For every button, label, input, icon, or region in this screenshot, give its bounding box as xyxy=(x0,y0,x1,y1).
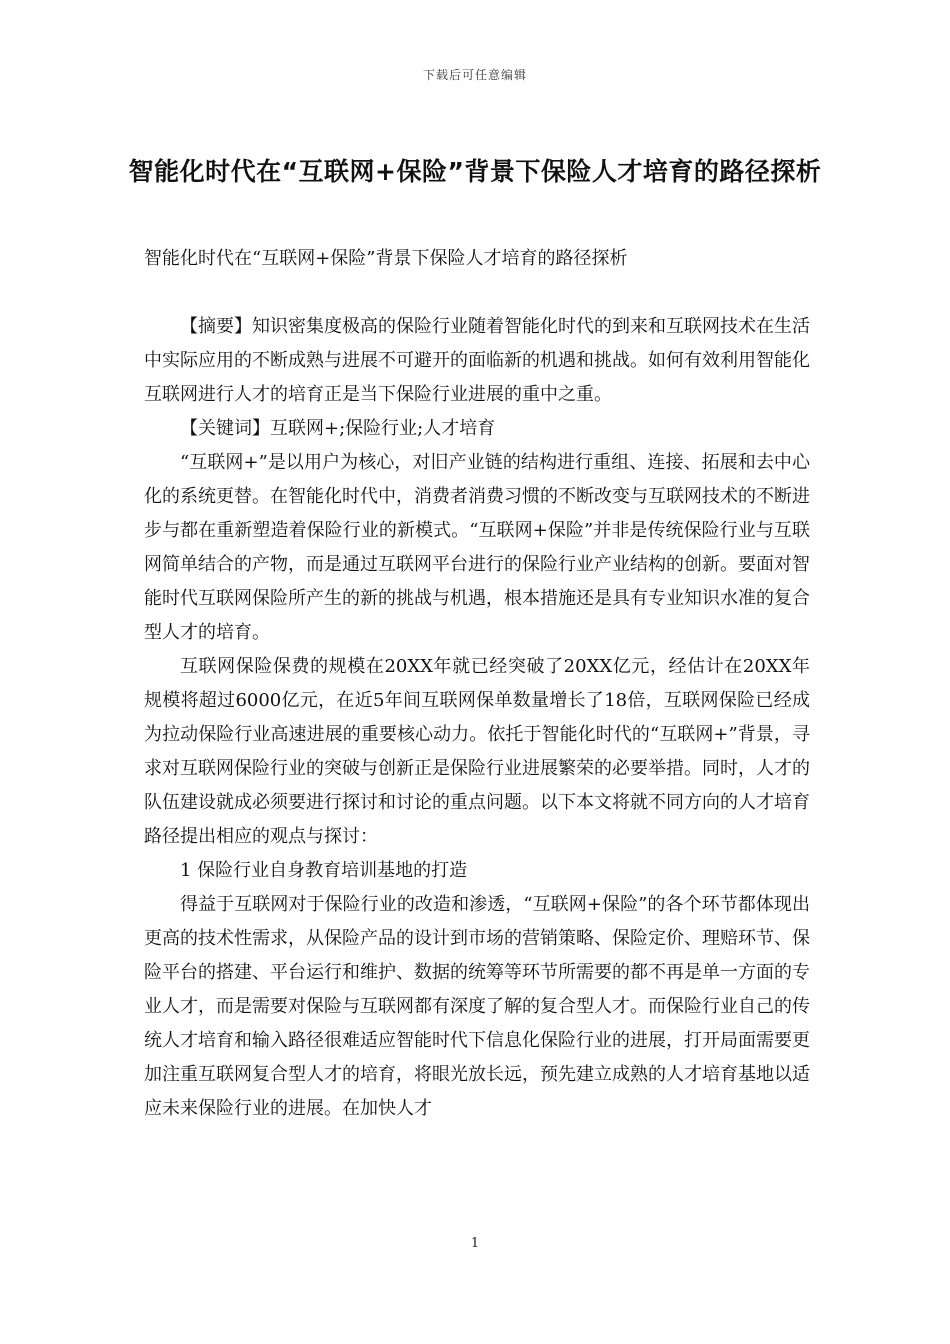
body-paragraph: 互联网保险保费的规模在20XX年就已经突破了20XX亿元，经估计在20XX年规模将超过6000亿元，在近5年间互联网保单数量增长了18倍，互联网保险已经成为拉动保险行业高速进展的重要核心动力。依托于智能化时代的“互联网+”背景，寻求对互联网保险行业的突破与创新正是保险行业进展繁荣的必要举措。同时，人才的队伍建设就成必须要进行探讨和讨论的重点问题。以下本文将就不同方向的人才培育路径提出相应的观点与探讨： xyxy=(144,656,810,847)
document-subtitle: 智能化时代在“互联网+保险”背景下保险人才培育的路径探析 xyxy=(144,248,628,269)
body-paragraph: “互联网+”是以用户为核心，对旧产业链的结构进行重组、连接、拓展和去中心化的系统更替。在智能化时代中，消费者消费习惯的不断改变与互联网技术的不断进步与都在重新塑造着保险行业的新模式。“互联网+保险”并非是传统保险行业与互联网简单结合的产物，而是通过互联网平台进行的保险行业产业结构的创新。要面对智能时代互联网保险所产生的新的挑战与机遇，根本措施还是具有专业知识水准的复合型人才的培育。 xyxy=(144,452,810,643)
header-note: 下载后可任意编辑 xyxy=(422,68,527,82)
body-paragraph: 得益于互联网对于保险行业的改造和渗透，“互联网+保险”的各个环节都体现出更高的技术性需求，从保险产品的设计到市场的营销策略、保险定价、理赔环节、保险平台的搭建、平台运行和维护、数据的统筹等环节所需要的都不再是单一方面的专业人才，而是需要对保险与互联网都有深度了解的复合型人才。而保险行业自己的传统人才培育和输入路径很难适应智能时代下信息化保险行业的进展，打开局面需要更加注重互联网复合型人才的培育，将眼光放长远，预先建立成熟的人才培育基地以适应未来保险行业的进展。在加快人才 xyxy=(144,894,810,1119)
document-title: 智能化时代在“互联网+保险”背景下保险人才培育的路径探析 xyxy=(128,157,822,186)
section-heading: 1 保险行业自身教育培训基地的打造 xyxy=(180,860,468,881)
page-number: 1 xyxy=(470,1236,480,1251)
keywords-paragraph: 【关键词】互联网+;保险行业;人才培育 xyxy=(180,418,496,439)
abstract-paragraph: 【摘要】知识密集度极高的保险行业随着智能化时代的到来和互联网技术在生活中实际应用的不断成熟与进展不可避开的面临新的机遇和挑战。如何有效利用智能化互联网进行人才的培育正是当下保险行业进展的重中之重。 xyxy=(144,316,810,405)
document-body xyxy=(144,242,810,1126)
